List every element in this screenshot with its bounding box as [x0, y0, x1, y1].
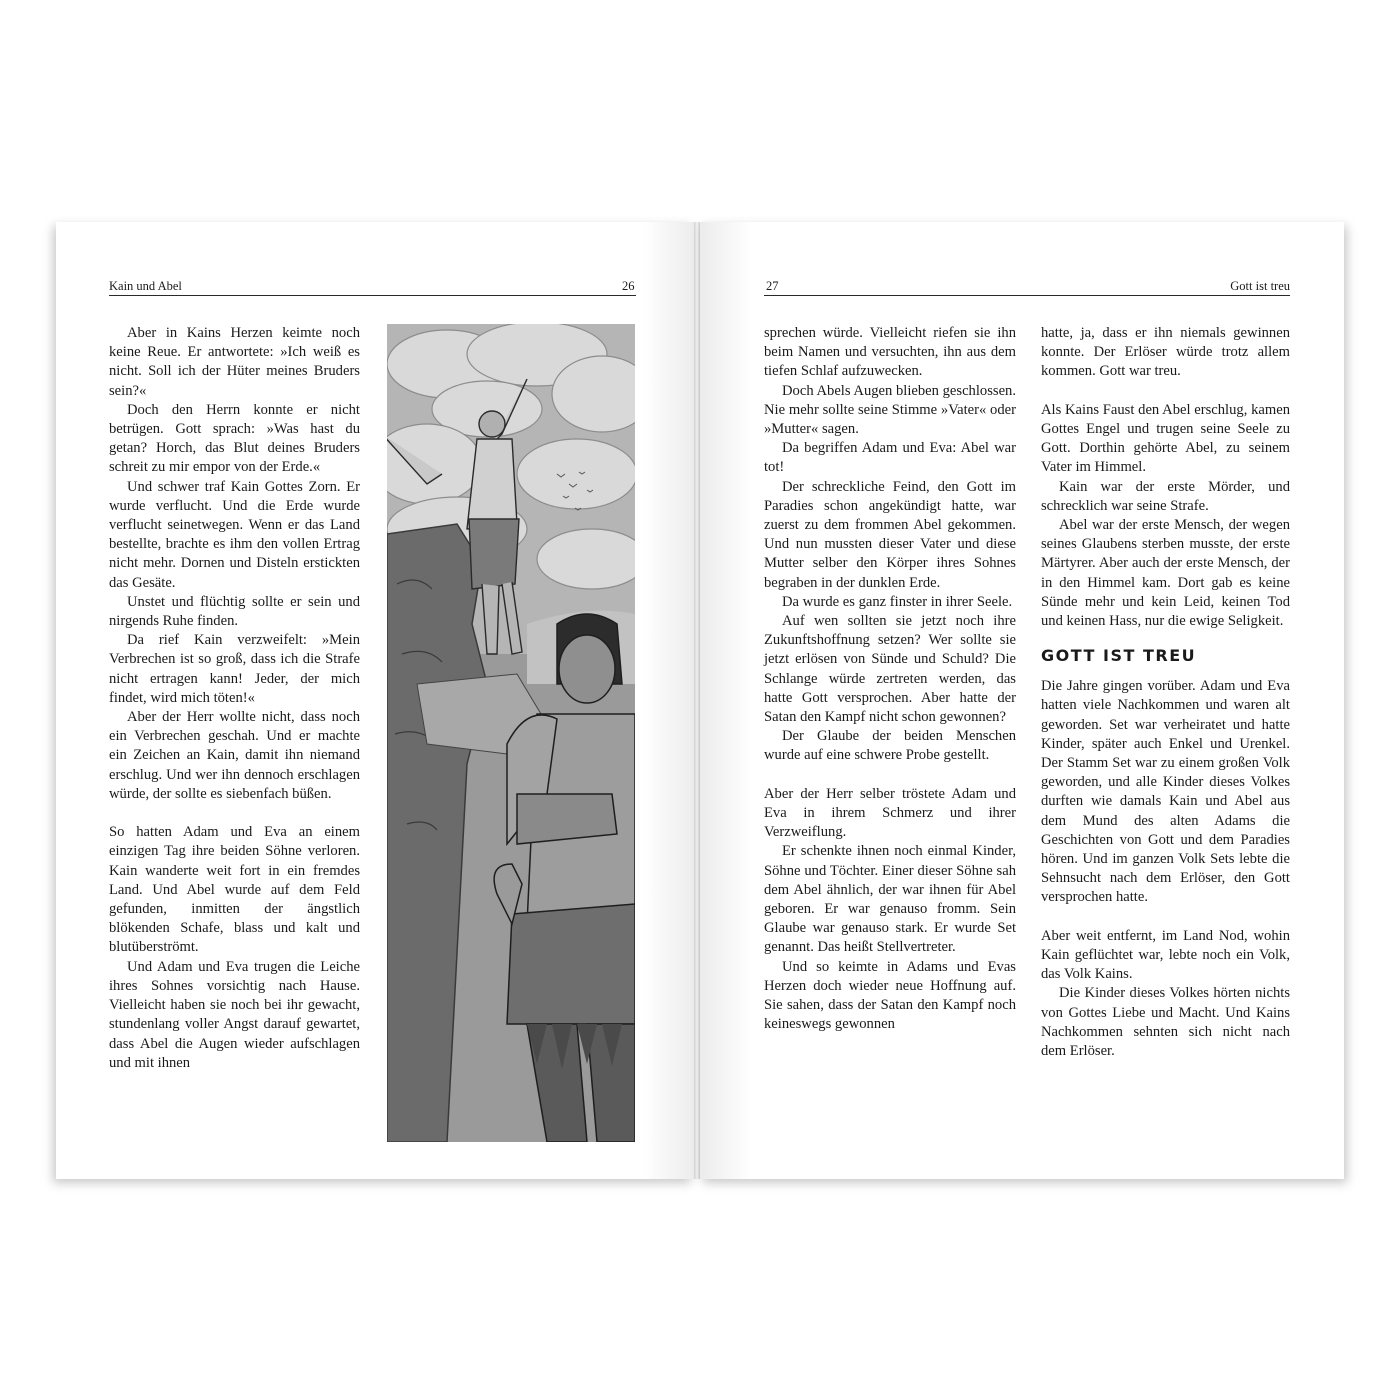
left-page — [56, 222, 694, 1179]
paragraph: Die Jahre gingen vorüber. Adam und Eva hatten viele Nachkommen und waren alt geworden. Set war verheiratet und hatte Kinder, später auch Enkel und Urenkel. Der Stamm Set war zu einem großen Volk geworden, und alle Kinder dieses Volkes durften wie damals Kain und Abel aus dem Mund des alten Adams die Geschichten von Gott und dem Paradies hören. Und im ganzen Volk Sets lebte die Sehnsucht nach dem Erlöser, den Gott versprochen hatte. — [1041, 678, 1290, 906]
paragraph: Er schenkte ihnen noch einmal Kinder, Söhne und Töchter. Einer dieser Söhne sah dem Abel ähnlich, der war ihnen für Abel geboren. Er war genauso fromm. Sein Glaube war genauso stark. Er wurde Set genannt. Das heißt Stellvertreter. — [764, 843, 1016, 956]
paragraph: Auf wen sollten sie jetzt noch ihre Zukunftshoffnung setzen? Wer sollte sie jetzt erlösen von Sünde und Schuld? Die Schlange würde zertreten werden, das hatte Gott versprochen. Aber hatte der Satan den Kampf nicht schon gewonnen? — [764, 613, 1016, 726]
header-rule-right — [764, 295, 1290, 296]
paragraph: Unstet und flüchtig sollte er sein und nirgends Ruhe finden. — [109, 593, 360, 630]
paragraph: Da rief Kain verzweifelt: »Mein Verbrechen ist so groß, dass ich die Strafe nicht ertragen kann! Jeder, der mich findet, wird mich töten!« — [109, 632, 360, 706]
section-heading: GOTT IST TREU — [1041, 646, 1197, 666]
paragraph: Der Glaube der beiden Menschen wurde auf eine schwere Probe gestellt. — [764, 728, 1016, 764]
running-title-right: Gott ist treu — [1230, 279, 1290, 293]
paragraph: Aber der Herr selber tröstete Adam und Eva in ihrem Schmerz und ihrer Verzweiflung. — [764, 785, 1016, 841]
page-number-right: 27 — [766, 279, 779, 293]
right-page — [700, 222, 1344, 1179]
left-text-column — [109, 324, 360, 1073]
paragraph: Abel war der erste Mensch, der wegen seines Glaubens sterben musste, der erste Märtyrer. Aber auch der erste Mensch, der in den Himmel kam. Dort gab es keine Sünde mehr und kein Leid, keinen Tod und keinen Hass, nur die ewige Seligkeit. — [1041, 517, 1290, 630]
illustration — [387, 324, 635, 1142]
paragraph: Als Kains Faust den Abel erschlug, kamen Gottes Engel und trugen seine Seele zu Gott. Dorthin gehörte Abel, zu seinem Vater im Himmel. — [1041, 401, 1290, 476]
paragraph: Und schwer traf Kain Gottes Zorn. Er wurde verflucht. Und die Erde wurde verflucht seinetwegen. Wenn er das Land bestellte, brachte es ihm den vollen Ertrag nicht mehr. Dornen und Disteln erstickten das Gesäte. — [109, 478, 360, 591]
right-text-column-2 — [1041, 324, 1290, 1061]
paragraph: Der schreckliche Feind, den Gott im Paradies schon angekündigt hatte, war zuerst zu dem frommen Abel gekommen. Und nun mussten dieser Vater und diese Mutter selber den Körper ihres Sohnes begraben in der dunklen Erde. — [764, 478, 1016, 591]
paragraph: Und so keimte in Adams und Evas Herzen doch wieder neue Hoffnung auf. Sie sahen, dass der Satan den Kampf noch keineswegs gewonnen — [764, 958, 1016, 1033]
paragraph: So hatten Adam und Eva an einem einzigen Tag ihre beiden Söhne verloren. Kain wanderte weit fort in ein fremdes Land. Und Abel wurde auf dem Feld gefunden, inmitten der ängstlich blökenden Schafe, blass und kalt und blutüberströmt. — [109, 824, 360, 956]
paragraph: sprechen würde. Vielleicht riefen sie ihn beim Namen und versuchten, ihn aus dem tiefen Schlaf aufzuwecken. — [764, 325, 1016, 380]
paragraph: Kain war der erste Mörder, und schrecklich war seine Strafe. — [1041, 478, 1290, 514]
header-rule-left — [109, 295, 636, 296]
right-text-column-1 — [764, 324, 1016, 1035]
paragraph: Aber der Herr wollte nicht, dass noch ein Verbrechen geschah. Und er machte ein Zeichen an Kain, damit ihn niemand erschlug. Und wer ihn dennoch erschlagen würde, der sollte es siebenfach büßen. — [109, 709, 360, 802]
paragraph: Da wurde es ganz finster in ihrer Seele. — [782, 593, 1013, 610]
illustration-drawing — [387, 324, 635, 1142]
page-number-left: 26 — [622, 279, 635, 293]
running-title-left: Kain und Abel — [109, 279, 182, 293]
paragraph: Doch den Herrn konnte er nicht betrügen. Gott sprach: »Was hast du getan? Horch, das Blut deines Bruders schreit zu mir empor von der Erde.« — [109, 401, 360, 476]
paragraph: hatte, ja, dass er ihn niemals gewinnen konnte. Der Erlöser würde trotz allem kommen. Gott war treu. — [1041, 325, 1290, 380]
paragraph: Und Adam und Eva trugen die Leiche ihres Sohnes vorsichtig nach Hause. Vielleicht haben sie noch bei ihr gewacht, stundenlang voller Angst darauf gewartet, dass Abel die Augen wieder aufschlagen und mit ihnen — [109, 958, 360, 1071]
paragraph: Aber in Kains Herzen keimte noch keine Reue. Er antwortete: »Ich weiß es nicht. Soll ich der Hüter meines Bruders sein?« — [109, 325, 360, 399]
paragraph: Doch Abels Augen blieben geschlossen. Nie mehr sollte seine Stimme »Vater« oder »Mutter« sagen. — [764, 382, 1016, 438]
paragraph: Da begriffen Adam und Eva: Abel war tot! — [764, 440, 1016, 476]
paragraph: Aber weit entfernt, im Land Nod, wohin Kain geflüchtet war, lebte noch ein Volk, das Volk Kains. — [1041, 927, 1290, 983]
paragraph: Die Kinder dieses Volkes hörten nichts von Gottes Liebe und Macht. Und Kains Nachkommen sehnten sich nicht nach dem Erlöser. — [1041, 985, 1290, 1060]
